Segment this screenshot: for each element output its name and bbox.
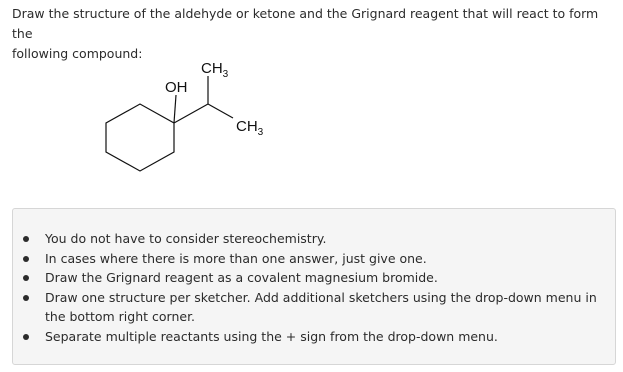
bond-c-ch	[174, 104, 208, 123]
list-item	[45, 327, 605, 347]
bullet-icon	[23, 275, 29, 281]
list-item	[45, 229, 605, 249]
list-item-text-line-1: Draw one structure per sketcher. Add additional sketchers using the drop-down menu in	[45, 289, 597, 305]
top-methyl-label	[201, 60, 229, 80]
list-item-text: Separate multiple reactants using the + sign from the drop-down menu.	[45, 328, 498, 344]
cyclohexane-ring	[106, 104, 174, 171]
list-item	[45, 268, 605, 288]
list-item	[45, 288, 605, 327]
oh-label: OH	[165, 79, 188, 96]
bullet-icon	[23, 334, 29, 340]
instructions-list	[45, 229, 605, 347]
side-methyl-label	[236, 118, 264, 138]
bullet-icon	[23, 295, 29, 301]
list-item-text: In cases where there is more than one answer, just give one.	[45, 250, 427, 266]
bond-c-oh	[174, 95, 176, 123]
side-methyl-sub: 3	[257, 127, 264, 138]
bond-ch-side-methyl	[208, 104, 233, 118]
molecule-drawing	[95, 52, 295, 192]
side-methyl-main: CH	[236, 118, 258, 135]
molecule-structure	[95, 52, 295, 192]
prompt-line-1: Draw the structure of the aldehyde or ketone and the Grignard reagent that will react to form the	[12, 6, 599, 41]
list-item-text: You do not have to consider stereochemistry.	[45, 231, 327, 246]
bullet-icon	[23, 256, 29, 262]
list-item	[45, 249, 605, 269]
list-item-text: Draw the Grignard reagent as a covalent magnesium bromide.	[45, 270, 438, 286]
list-item-text-line-2: the bottom right corner.	[45, 309, 196, 325]
bullet-icon	[23, 236, 29, 242]
prompt-line-2: following compound:	[12, 46, 143, 61]
top-methyl-main: CH	[201, 60, 223, 77]
instructions-box	[12, 208, 616, 365]
top-methyl-sub: 3	[222, 69, 229, 80]
